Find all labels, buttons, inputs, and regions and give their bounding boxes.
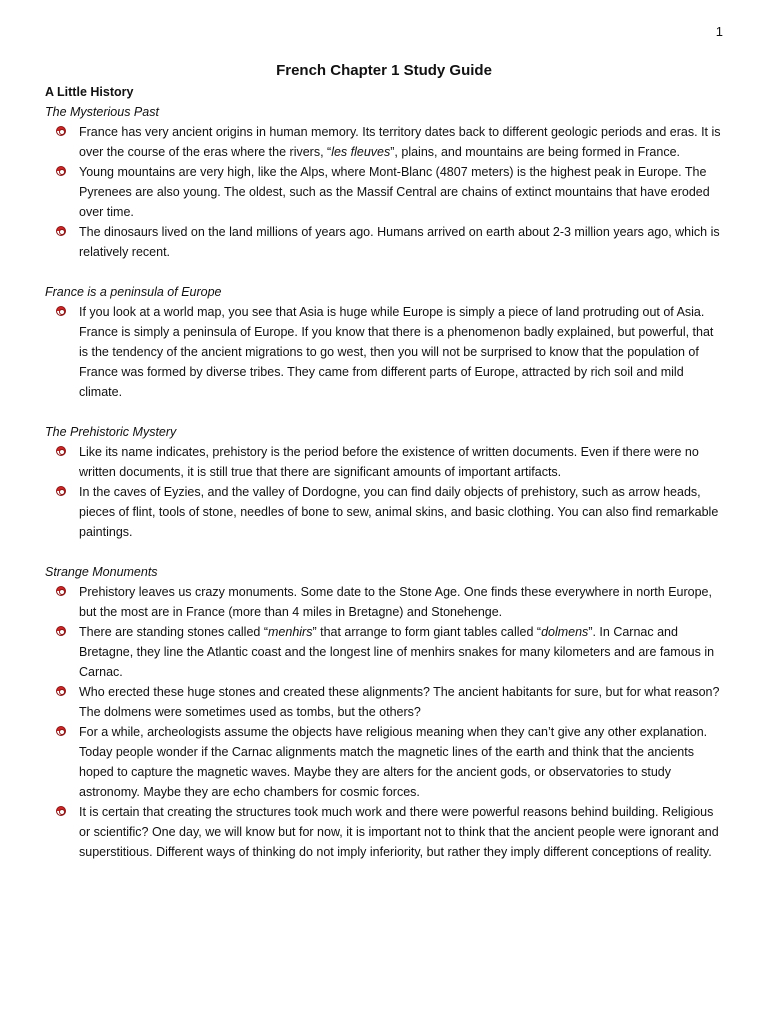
italic-term: les fleuves <box>331 145 391 159</box>
part-heading: A Little History <box>45 85 134 99</box>
bullet-item <box>45 682 725 722</box>
page-number: 1 <box>715 24 723 39</box>
bullet-item <box>45 622 725 682</box>
bullet-item <box>45 302 725 402</box>
bullet-item <box>45 442 725 482</box>
bullet-text: France has very ancient origins in human memory. Its territory dates back to different geologic periods and eras. It is over the course of the eras where the rivers, “ <box>79 125 721 159</box>
bullet-text: Prehistory leaves us crazy monuments. Some date to the Stone Age. One finds these everywhere in north Europe, but the most are in France (more than 4 miles in Bretagne) and Stonehenge. <box>79 585 712 619</box>
italic-term: dolmens <box>541 625 589 639</box>
document-title: French Chapter 1 Study Guide <box>276 62 492 79</box>
bullet-item <box>45 482 725 542</box>
pokeball-bullet-icon <box>56 446 66 456</box>
bullet-text: For a while, archeologists assume the objects have religious meaning when they can’t give any other explanation. Today people wonder if the Carnac alignments match the magnetic lines of the earth and think that the ancients hoped to capture the magnetic waves. Maybe they are alters for the ancient gods, or observatories to study astronomy. Maybe they are echo chambers for cosmic forces. <box>79 725 708 799</box>
pokeball-bullet-icon <box>56 486 66 496</box>
section-heading: The Mysterious Past <box>45 105 159 119</box>
sections-container <box>45 102 725 862</box>
document-body <box>45 82 725 862</box>
section-heading: Strange Monuments <box>45 565 158 579</box>
bullet-item <box>45 802 725 862</box>
bullet-item <box>45 722 725 802</box>
bullet-item <box>45 582 725 622</box>
pokeball-bullet-icon <box>56 686 66 696</box>
bullet-item <box>45 222 725 262</box>
bullet-text: In the caves of Eyzies, and the valley of Dordogne, you can find daily objects of prehistory, such as arrow heads, pieces of flint, tools of stone, needles of bone to sew, animal skins, and basic clothing. You can also find remarkable paintings. <box>79 485 719 539</box>
bullet-list <box>45 122 725 262</box>
bullet-text: Who erected these huge stones and created these alignments? The ancient habitants for sure, but for what reason? The dolmens were sometimes used as tombs, but the others? <box>79 685 720 719</box>
bullet-text: Like its name indicates, prehistory is the period before the existence of written documents. Even if there were no written documents, it is still true that there are significant amounts of important artifacts. <box>79 445 699 479</box>
bullet-text: ”, plains, and mountains are being formed in France. <box>390 145 681 159</box>
section-heading: France is a peninsula of Europe <box>45 285 222 299</box>
pokeball-bullet-icon <box>56 806 66 816</box>
bullet-list <box>45 442 725 542</box>
pokeball-bullet-icon <box>56 626 66 636</box>
section-heading: The Prehistoric Mystery <box>45 425 177 439</box>
bullet-item <box>45 162 725 222</box>
bullet-item <box>45 122 725 162</box>
bullet-text: Young mountains are very high, like the Alps, where Mont-Blanc (4807 meters) is the highest peak in Europe. The Pyrenees are also young. The oldest, such as the Massif Central are chains of extinct mountains that have eroded over time. <box>79 165 710 219</box>
pokeball-bullet-icon <box>56 586 66 596</box>
bullet-text: If you look at a world map, you see that Asia is huge while Europe is simply a piece of land protruding out of Asia. France is simply a peninsula of Europe. If you know that there is a phenomenon badly explained, but powerful, that is the tendency of the ancient migrations to go west, then you will not be surprised to know that the population of France was formed by diverse tribes. They came from different parts of Europe, attracted by rich soil and mild climate. <box>79 305 714 399</box>
pokeball-bullet-icon <box>56 306 66 316</box>
bullet-text: The dinosaurs lived on the land millions of years ago. Humans arrived on earth about 2-3 million years ago, which is relatively recent. <box>79 225 720 259</box>
pokeball-bullet-icon <box>56 126 66 136</box>
section <box>45 422 725 542</box>
pokeball-bullet-icon <box>56 726 66 736</box>
bullet-text: There are standing stones called “ <box>79 625 268 639</box>
section <box>45 102 725 262</box>
bullet-list <box>45 582 725 862</box>
pokeball-bullet-icon <box>56 166 66 176</box>
italic-term: menhirs <box>268 625 313 639</box>
bullet-list <box>45 302 725 402</box>
bullet-text: It is certain that creating the structures took much work and there were powerful reasons behind building. Religious or scientific? One day, we will know but for now, it is important not to think that the ancient people were ignorant and superstitious. Different ways of thinking do not imply inferiority, but rather they imply different conceptions of reality. <box>79 805 719 859</box>
bullet-text: ”. In Carnac and Bretagne, they line the Atlantic coast and the longest line of menhirs snakes for many kilometers and are famous in Carnac. <box>79 625 715 679</box>
pokeball-bullet-icon <box>56 226 66 236</box>
section <box>45 282 725 402</box>
bullet-text: ” that arrange to form giant tables called “ <box>312 625 542 639</box>
section <box>45 562 725 862</box>
